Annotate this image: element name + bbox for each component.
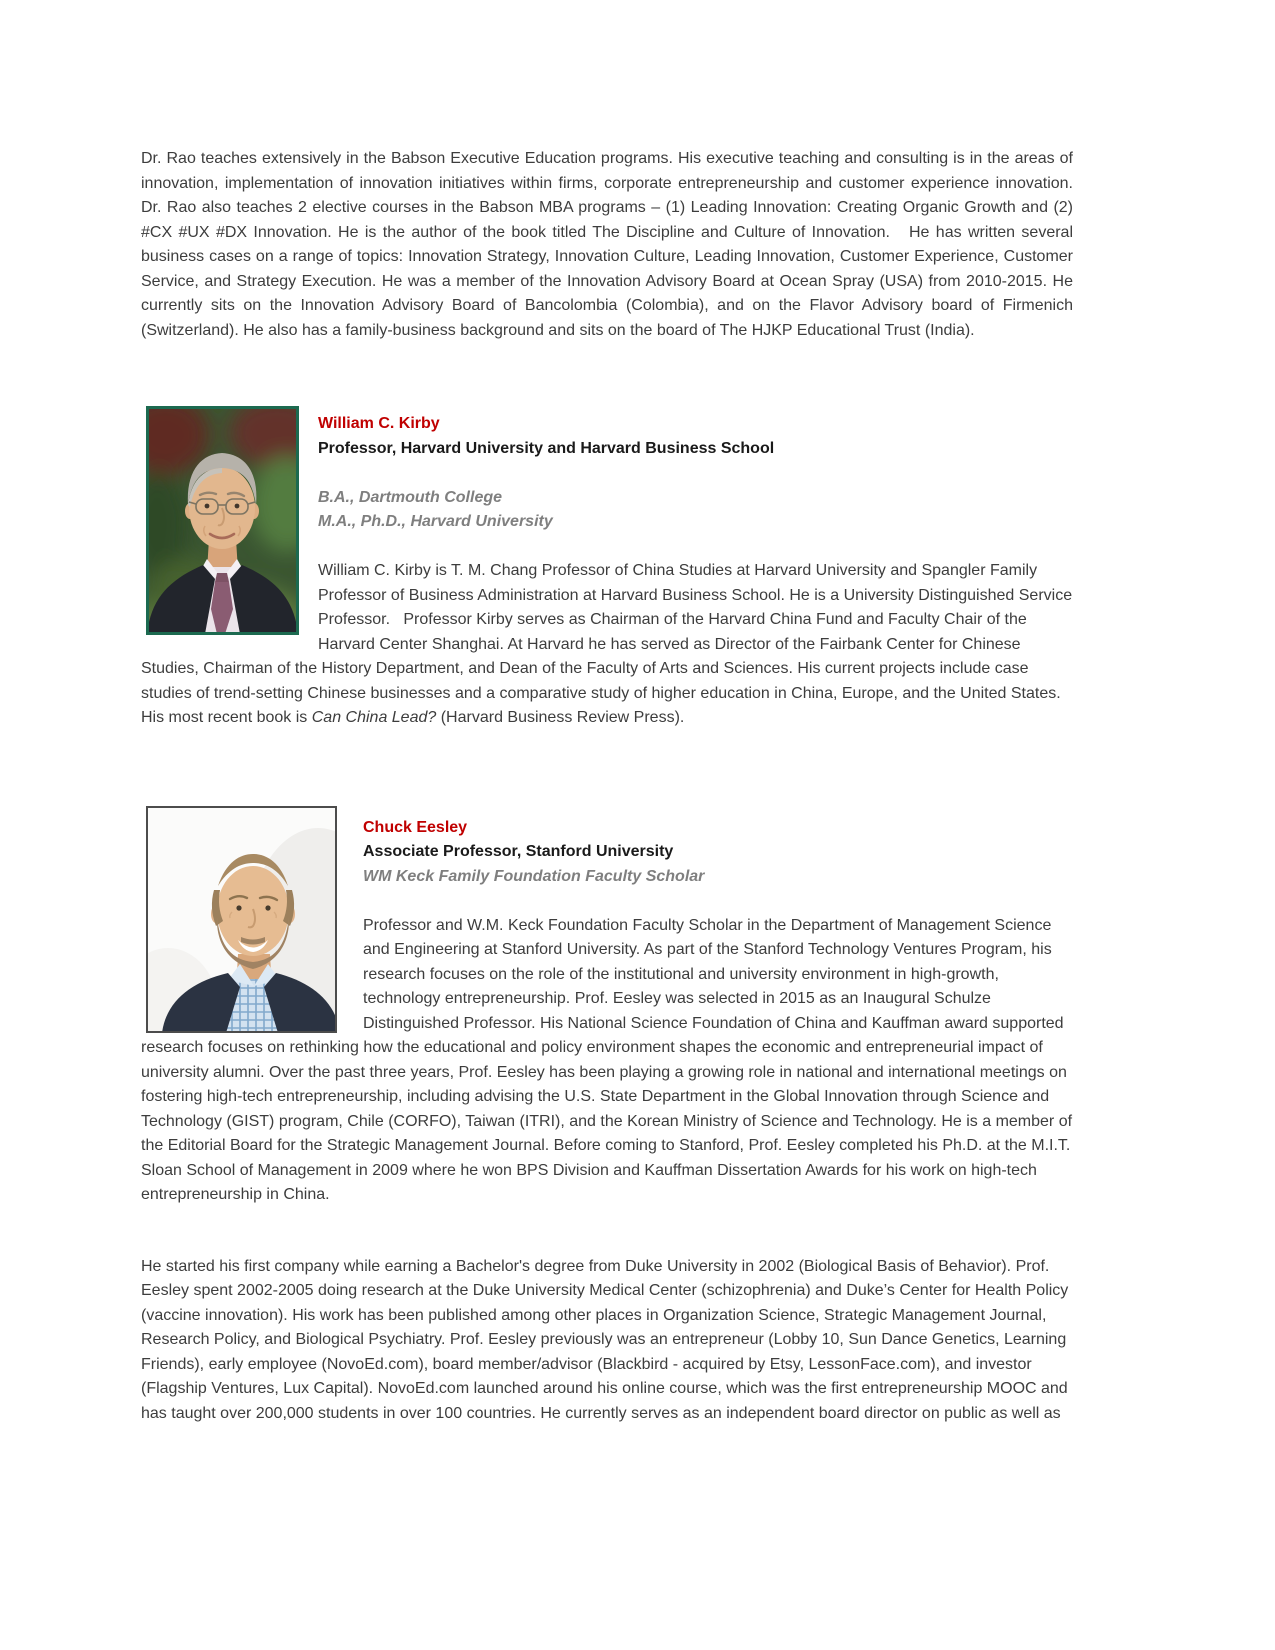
eesley-photo: [146, 806, 337, 1033]
eesley-title: Associate Professor, Stanford University: [363, 843, 674, 860]
kirby-portrait-illustration: [149, 409, 296, 632]
eesley-subtitle: WM Keck Family Foundation Faculty Scholar: [363, 867, 705, 885]
kirby-credential-ma-phd: M.A., Ph.D., Harvard University: [318, 513, 553, 530]
kirby-bio-text: William C. Kirby is T. M. Chang Professor of China Studies at Harvard University and Spangler Family Professor of Business Administration at Harvard Business School. He is a University Distinguished Service Professor. Professor Kirby serves as Chairman of the Harvard China Fund and Faculty Chair of the Harvard Center Shanghai. At Harvard he has served as Director of the Fairbank Center for Chinese Studies, Chairman of the History Department, and Dean of the Faculty of Arts and Sciences. His current projects include case studies of trend-setting Chinese businesses and a comparative study of higher education in China, Europe, and the United States. His most recent book is: [141, 562, 1077, 726]
eesley-portrait-illustration: [148, 808, 335, 1031]
intro-paragraph: Dr. Rao teaches extensively in the Babson Executive Education programs. His executive teaching and consulting is in the areas of innovation, implementation of innovation initiatives within firms, corporate entrepreneurship and customer experience innovation. Dr. Rao also teaches 2 elective courses in the Babson MBA programs – (1) Leading Innovation: Creating Organic Growth and (2) #CX #UX #DX Innovation. He is the author of the book titled The Discipline and Culture of Innovation. He has written several business cases on a range of topics: Innovation Strategy, Innovation Culture, Leading Innovation, Customer Experience, Customer Service, and Strategy Execution. He was a member of the Innovation Advisory Board at Ocean Spray (USA) from 2010-2015. He currently sits on the Innovation Advisory Board of Bancolombia (Colombia), and on the Flavor Advisory board of Firmenich (Switzerland). He also has a family-business background and sits on the board of The HJKP Educational Trust (India).: [141, 150, 1078, 339]
kirby-credential-ba: B.A., Dartmouth College: [318, 488, 503, 506]
profile-section-eesley: [141, 806, 1077, 1427]
eesley-bio-paragraph: Professor and W.M. Keck Foundation Faculty Scholar in the Department of Management Science and Engineering at Stanford University. As part of the Stanford Technology Ventures Program, his research focuses on the role of the institutional and university environment in high-growth, technology entrepreneurship. Prof. Eesley was selected in 2015 as an Inaugural Schulze Distinguished Professor. His National Science Foundation of China and Kauffman award supported research focuses on rethinking how the educational and policy environment shapes the economic and entrepreneurial impact of university alumni. Over the past three years, Prof. Eesley has been playing a growing role in national and international meetings on fostering high-tech entrepreneurship, including advising the U.S. State Department in the Global Innovation through Science and Technology (GIST) program, Chile (CORFO), Taiwan (ITRI), and the Korean Ministry of Science and Technology. He is a member of the Editorial Board for the Strategic Management Journal. Before coming to Stanford, Prof. Eesley completed his Ph.D. at the M.I.T. Sloan School of Management in 2009 where he won BPS Division and Kauffman Dissertation Awards for his work on high-tech entrepreneurship in China.: [141, 916, 1077, 1203]
kirby-title: Professor, Harvard University and Harvard Business School: [318, 439, 775, 457]
eesley-bio-second-paragraph: He started his first company while earning a Bachelor's degree from Duke University in 2002 (Biological Basis of Behavior). Prof. Eesley spent 2002-2005 doing research at the Duke University Medical Center (schizophrenia) and Duke’s Center for Health Policy (vaccine innovation). His work has been published among other places in Organization Science, Strategic Management Journal, Research Policy, and Biological Psychiatry. Prof. Eesley previously was an entrepreneur (Lobby 10, Sun Dance Genetics, Learning Friends), early employee (NovoEd.com), board member/advisor (Blackbird - acquired by Etsy, LessonFace.com), and investor (Flagship Ventures, Lux Capital). NovoEd.com launched around his online course, which was the first entrepreneurship MOOC and has taught over 200,000 students in over 100 countries. He currently serves as an independent board director on public as well as: [141, 1257, 1073, 1422]
profile-section-kirby: [141, 406, 1077, 731]
kirby-photo: [146, 406, 299, 635]
eesley-name: Chuck Eesley: [363, 818, 468, 836]
kirby-name: William C. Kirby: [318, 415, 440, 432]
kirby-bio-book-title: Can China Lead?: [311, 709, 437, 726]
kirby-bio-text-end: (Harvard Business Review Press).: [436, 709, 685, 726]
